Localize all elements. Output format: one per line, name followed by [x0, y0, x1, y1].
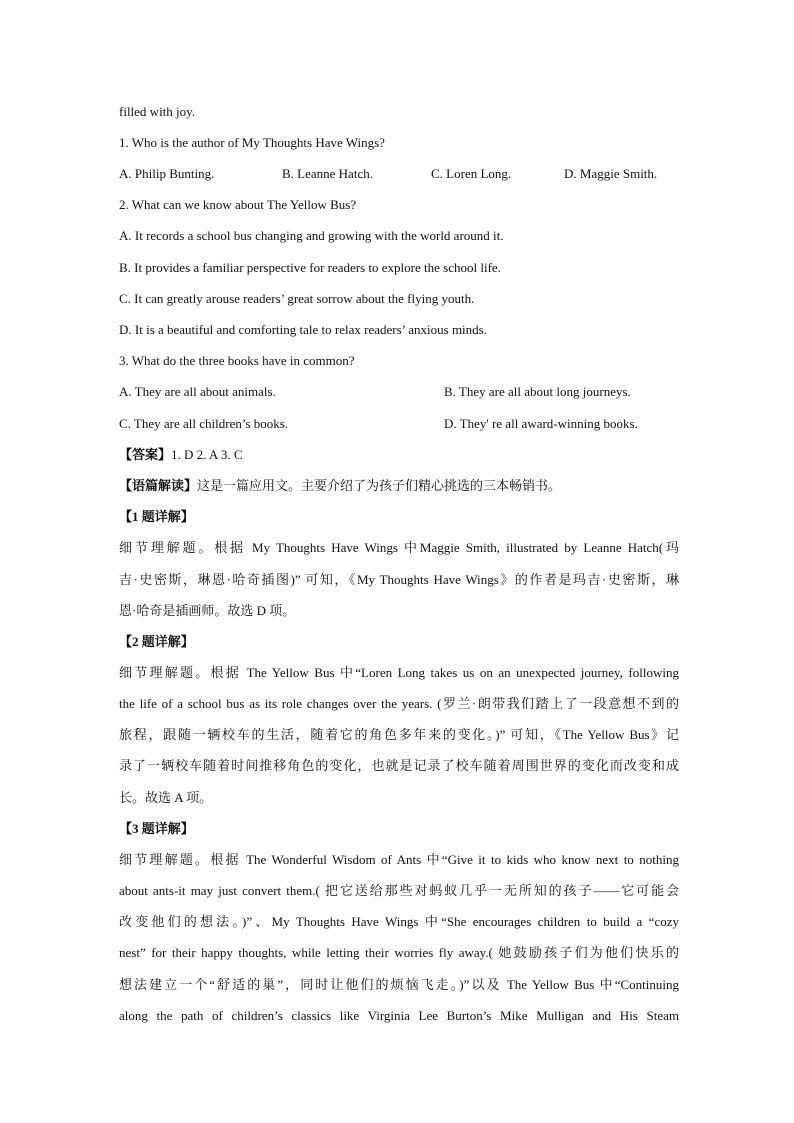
q3-line-3: 改变他们的想法。)”、My Thoughts Have Wings 中“She encourages children to build a “cozy — [119, 914, 679, 929]
answer-text: 1. D 2. A 3. C — [171, 447, 243, 462]
q2-line-2: the life of a school bus as its role changes over the years. (罗兰·朗带我们踏上了一段意想不到的 — [119, 696, 679, 711]
question-3-stem: 3. What do the three books have in common? — [119, 353, 355, 368]
q3-line-6: along the path of children’s classics like Virginia Lee Burton’s Mike Mulligan and His Steam — [119, 1008, 679, 1023]
q2-line-3: 旅程，跟随一辆校车的生活，随着它的角色多年来的变化。)” 可知，《The Yellow Bus》记 — [119, 727, 679, 742]
question-1-option-b: B. Leanne Hatch. — [282, 166, 373, 181]
analysis-label: 【语篇解读】 — [119, 478, 198, 493]
question-2-option-a: A. It records a school bus changing and growing with the world around it. — [119, 228, 504, 243]
question-3-option-d: D. They' re all award-winning books. — [444, 416, 638, 431]
analysis-line — [119, 477, 679, 495]
q2-line-1: 细节理解题。根据 The Yellow Bus 中“Loren Long takes us on an unexpected journey, following — [119, 665, 679, 680]
question-3-option-c: C. They are all children’s books. — [119, 416, 289, 431]
q2-heading: 【2 题详解】 — [119, 634, 194, 649]
question-1-stem: 1. Who is the author of My Thoughts Have Wings? — [119, 135, 385, 150]
question-3-option-a: A. They are all about animals. — [119, 384, 276, 399]
q2-line-5: 长。故选 A 项。 — [119, 790, 213, 805]
q1-line-1: 细节理解题。根据 My Thoughts Have Wings 中Maggie Smith, illustrated by Leanne Hatch(玛 — [119, 540, 679, 555]
question-3-option-b: B. They are all about long journeys. — [444, 384, 631, 399]
q1-line-3: 恩·哈奇是插画师。故选 D 项。 — [119, 603, 296, 618]
q3-line-2: about ants-it may just convert them.( 把它送给那些对蚂蚁几乎一无所知的孩子——它可能会 — [119, 883, 679, 898]
q3-line-1: 细节理解题。根据 The Wonderful Wisdom of Ants 中“Give it to kids who know next to nothing — [119, 852, 679, 867]
q1-line-2: 吉·史密斯，琳恩·哈奇插图)” 可知，《My Thoughts Have Wings》的作者是玛吉·史密斯，琳 — [119, 572, 679, 587]
question-2-option-b: B. It provides a familiar perspective for readers to explore the school life. — [119, 260, 501, 275]
q3-line-5: 想法建立一个“舒适的巢”，同时让他们的烦恼飞走。)”以及 The Yellow Bus 中“Continuing — [119, 977, 679, 992]
question-2-stem: 2. What can we know about The Yellow Bus? — [119, 197, 357, 212]
q3-line-4: nest” for their happy thoughts, while letting their worries fly away.( 她鼓励孩子们为他们快乐的 — [119, 945, 679, 960]
question-2-option-c: C. It can greatly arouse readers’ great sorrow about the flying youth. — [119, 291, 475, 306]
q1-heading: 【1 题详解】 — [119, 509, 194, 524]
question-2-option-d: D. It is a beautiful and comforting tale to relax readers’ anxious minds. — [119, 322, 487, 337]
analysis-text: 这是一篇应用文。主要介绍了为孩子们精心挑选的三本畅销书。 — [197, 478, 562, 493]
q2-line-4: 录了一辆校车随着时间推移角色的变化，也就是记录了校车随着周围世界的变化而改变和成 — [119, 758, 679, 773]
answer-line — [119, 446, 679, 464]
question-1-option-d: D. Maggie Smith. — [564, 166, 658, 181]
answer-label: 【答案】 — [119, 447, 172, 462]
question-1-option-c: C. Loren Long. — [431, 166, 512, 181]
q3-heading: 【3 题详解】 — [119, 821, 194, 836]
question-1-option-a: A. Philip Bunting. — [119, 166, 215, 181]
passage-tail: filled with joy. — [119, 104, 196, 119]
